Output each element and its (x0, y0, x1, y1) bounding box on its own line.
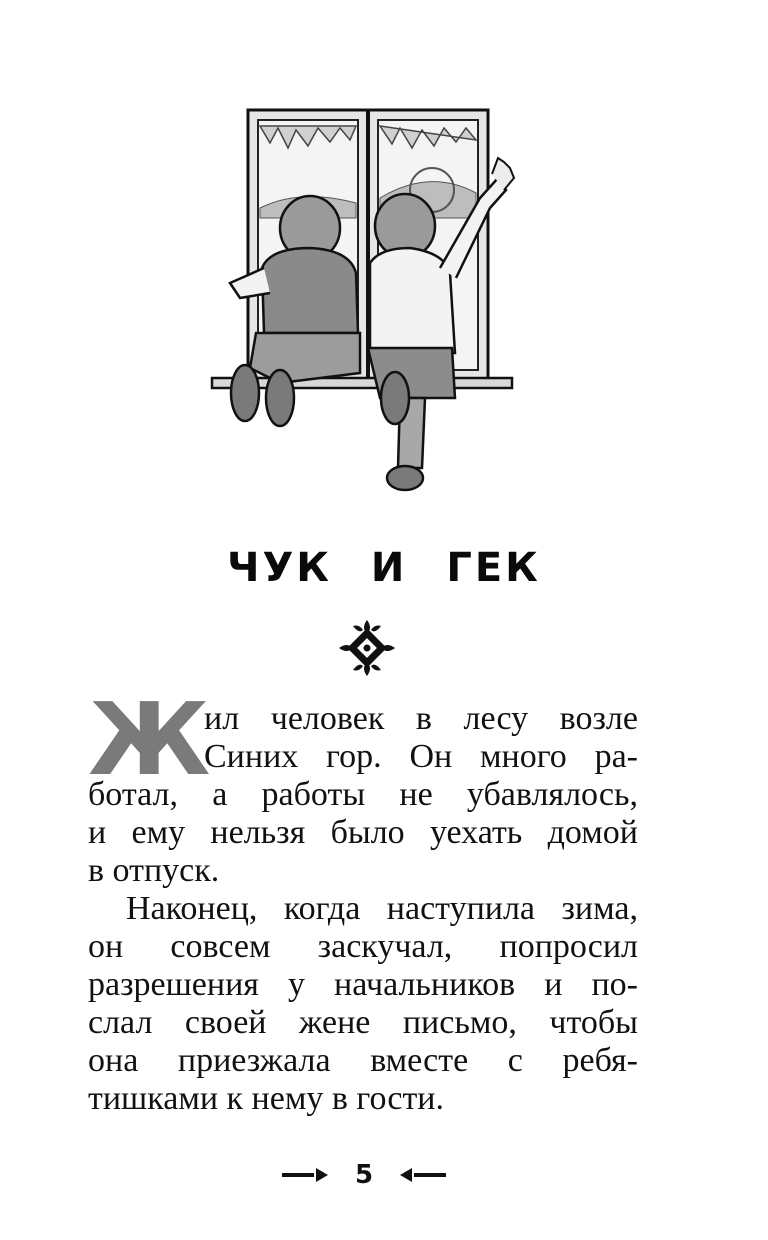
page-footer (0, 1160, 768, 1190)
text-line: ил человек в лесу возле (204, 700, 638, 737)
text-line: она приезжала вместе с ребя- (88, 1042, 638, 1079)
text-line: слал своей жене письмо, чтобы (88, 1004, 638, 1041)
arrow-right-icon (316, 1168, 328, 1182)
text-line: ботал, а работы не убавлялось, (88, 776, 638, 813)
text-line: разрешения у начальников и по- (88, 966, 638, 1003)
chapter-title: ЧУК И ГЕК (227, 545, 541, 591)
text-line: в отпуск. (88, 852, 220, 889)
text-line: он совсем заскучал, попросил (88, 928, 638, 965)
text-line: Наконец, когда наступила зима, (126, 890, 638, 927)
text-line: и ему нельзя было уехать домой (88, 814, 638, 851)
body-text (88, 681, 638, 1118)
arrow-left-icon (400, 1168, 412, 1182)
text-line: тишками к нему в гости. (88, 1080, 445, 1117)
floral-ornament-icon (337, 618, 397, 678)
text-line: Синих гор. Он много ра- (204, 738, 638, 775)
footer-dash-left (282, 1173, 314, 1177)
two-boys-at-window-illustration (200, 98, 530, 498)
drop-cap-letter: Ж (88, 681, 211, 798)
page-number: 5 (354, 1160, 374, 1190)
footer-dash-right (414, 1173, 446, 1177)
